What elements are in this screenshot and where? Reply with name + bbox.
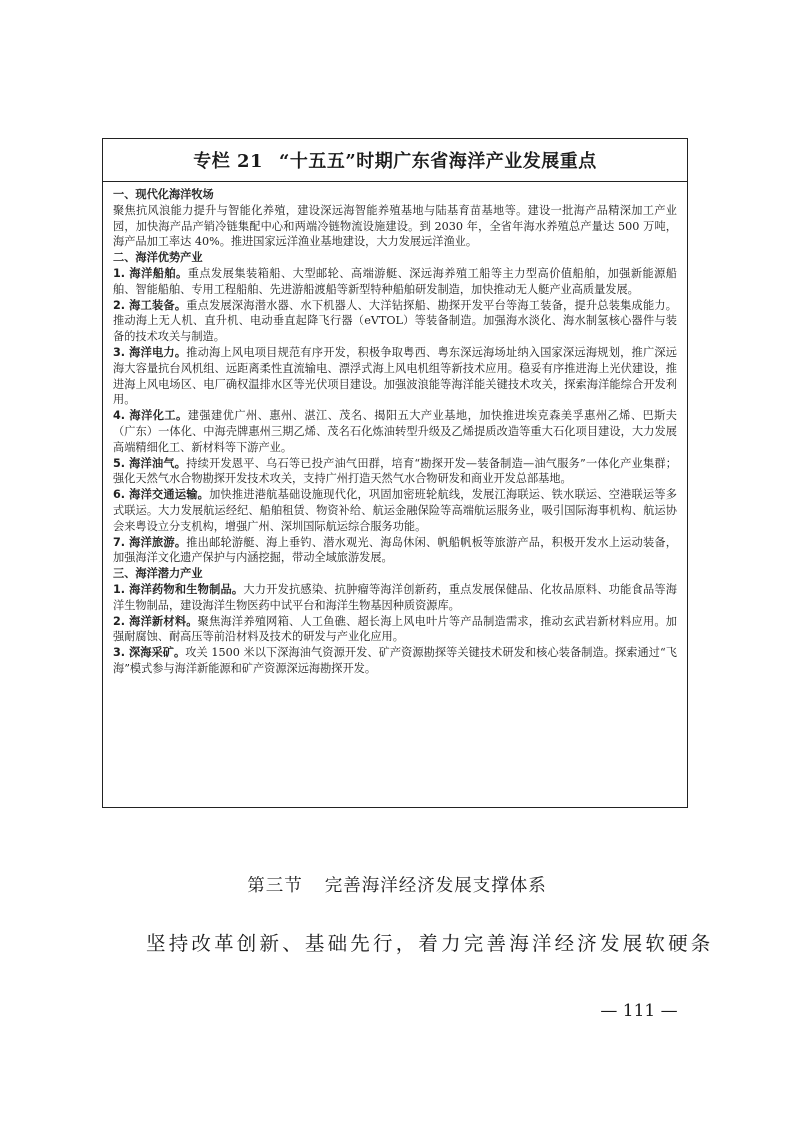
paragraph-text: 重点发展深海潜水器、水下机器人、大洋钻探船、勘探开发平台等海工装备，提升总装集成能力。推动海上无人机、直升机、电动垂直起降飞行器（eVTOL）等装备制造。加强海水淡化、海水制氢核心器件与装备的技术攻关与制造。 <box>113 298 677 344</box>
paragraph-text: 重点发展集装箱船、大型邮轮、高端游艇、深远海养殖工船等主力型高价值船舶，加强新能源船舶、智能船舶、专用工程船舶、先进游船渡船等新型特种船舶研发制造，加快推动无人艇产业高质量发展。 <box>113 266 677 296</box>
box-title-number: 专栏 21 <box>193 151 264 172</box>
box-body <box>103 182 687 677</box>
paragraph <box>113 203 677 250</box>
paragraph-term: 7. 海洋旅游。 <box>113 535 187 549</box>
paragraph-text: 聚焦海洋养殖网箱、人工鱼礁、超长海上风电叶片等产品制造需求，推动玄武岩新材料应用。加强耐腐蚀、耐高压等前沿材料及技术的研发与产业化应用。 <box>113 614 677 644</box>
paragraph-text: 大力开发抗感染、抗肿瘤等海洋创新药，重点发展保健品、化妆品原料、功能食品等海洋生物制品，建设海洋生物医药中试平台和海洋生物基因种质资源库。 <box>113 582 677 612</box>
paragraph-text: 聚焦抗风浪能力提升与智能化养殖，建设深远海智能养殖基地与陆基育苗基地等。建设一批海产品精深加工产业园，加快海产品产销冷链集配中心和两端冷链物流设施建设。到 2030 年，全省年海水养殖总产量达 500 万吨，海产品加工率达 40%。推进国家远洋渔业基地建设，大力发展远洋渔业。 <box>113 203 677 249</box>
paragraph-term: 3. 深海采矿。 <box>113 646 186 660</box>
paragraph-text: 持续开发恩平、乌石等已投产油气田群，培育“勘探开发—装备制造—油气服务”一体化产业集群；强化天然气水合物勘探开发技术攻关，支持广州打造天然气水合物研发和商业开发总部基地。 <box>113 456 677 486</box>
paragraph-term: 1. 海洋药物和生物制品。 <box>113 582 244 596</box>
page-number: — 111 — <box>600 1001 678 1021</box>
paragraph <box>113 645 677 677</box>
section-number: 第三节 <box>247 876 303 896</box>
paragraph-term: 1. 海洋船舶。 <box>113 266 188 280</box>
paragraph-term: 5. 海洋油气。 <box>113 456 187 470</box>
paragraph <box>113 487 677 534</box>
section-title: 完善海洋经济发展支撑体系 <box>324 876 547 896</box>
body-paragraph: 坚持改革创新、基础先行，着力完善海洋经济发展软硬条 <box>146 932 714 955</box>
paragraph-term: 2. 海洋新材料。 <box>113 614 198 628</box>
paragraph <box>113 614 677 646</box>
paragraph-term: 4. 海洋化工。 <box>113 409 188 423</box>
box-title <box>103 139 687 182</box>
section-heading-3: 三、海洋潜力产业 <box>113 567 203 581</box>
paragraph-text: 加快推进港航基础设施现代化，巩固加密班轮航线，发展江海联运、铁水联运、空港联运等多式联运。大力发展航运经纪、船舶租赁、物资补给、航运金融保险等高端航运服务业，吸引国际海事机构、航运协会来粤设立分支机构，增强广州、深圳国际航运综合服务功能。 <box>113 488 677 533</box>
section-heading <box>0 872 794 897</box>
paragraph-term: 3. 海洋电力。 <box>113 345 187 359</box>
section-heading-1: 一、现代化海洋牧场 <box>113 188 214 201</box>
paragraph-text: 推动海上风电项目规范有序开发，积极争取粤西、粤东深远海场址纳入国家深远海规划，推广深远海大容量抗台风机组、远距离柔性直流输电、漂浮式海上风电机组等新技术应用。稳妥有序推进海上光伏建设，推进海上风电场区、电厂确权温排水区等光伏项目建设。加强波浪能等海洋能关键技术攻关，探索海洋能综合开发利用。 <box>113 345 677 407</box>
paragraph-term: 6. 海洋交通运输。 <box>113 488 210 502</box>
paragraph-term: 2. 海工装备。 <box>113 298 187 312</box>
paragraph-text: 建强建优广州、惠州、湛江、茂名、揭阳五大产业基地，加快推进埃克森美孚惠州乙烯、巴斯夫（广东）一体化、中海壳牌惠州三期乙烯、茂名石化炼油转型升级及乙烯提质改造等重大石化项目建设，大力发展高端精细化工、新材料等下游产业。 <box>113 409 677 454</box>
section-heading-2: 二、海洋优势产业 <box>113 251 203 265</box>
paragraph <box>113 408 677 455</box>
paragraph-text: 推出邮轮游艇、海上垂钓、潜水观光、海岛休闲、帆船帆板等旅游产品，积极开发水上运动装备，加强海洋文化遗产保护与内涵挖掘，带动全域旅游发展。 <box>113 535 677 565</box>
paragraph <box>113 345 677 408</box>
paragraph-text: 攻关 1500 米以下深海油气资源开发、矿产资源勘探等关键技术研发和核心装备制造。探索通过“飞海”模式参与海洋新能源和矿产资源深远海勘探开发。 <box>113 646 677 675</box>
sidebar-box <box>102 138 688 808</box>
paragraph <box>113 535 677 567</box>
paragraph <box>113 582 677 614</box>
box-title-text: “十五五”时期广东省海洋产业发展重点 <box>279 151 597 172</box>
paragraph <box>113 298 677 345</box>
paragraph <box>113 456 677 488</box>
paragraph <box>113 266 677 298</box>
